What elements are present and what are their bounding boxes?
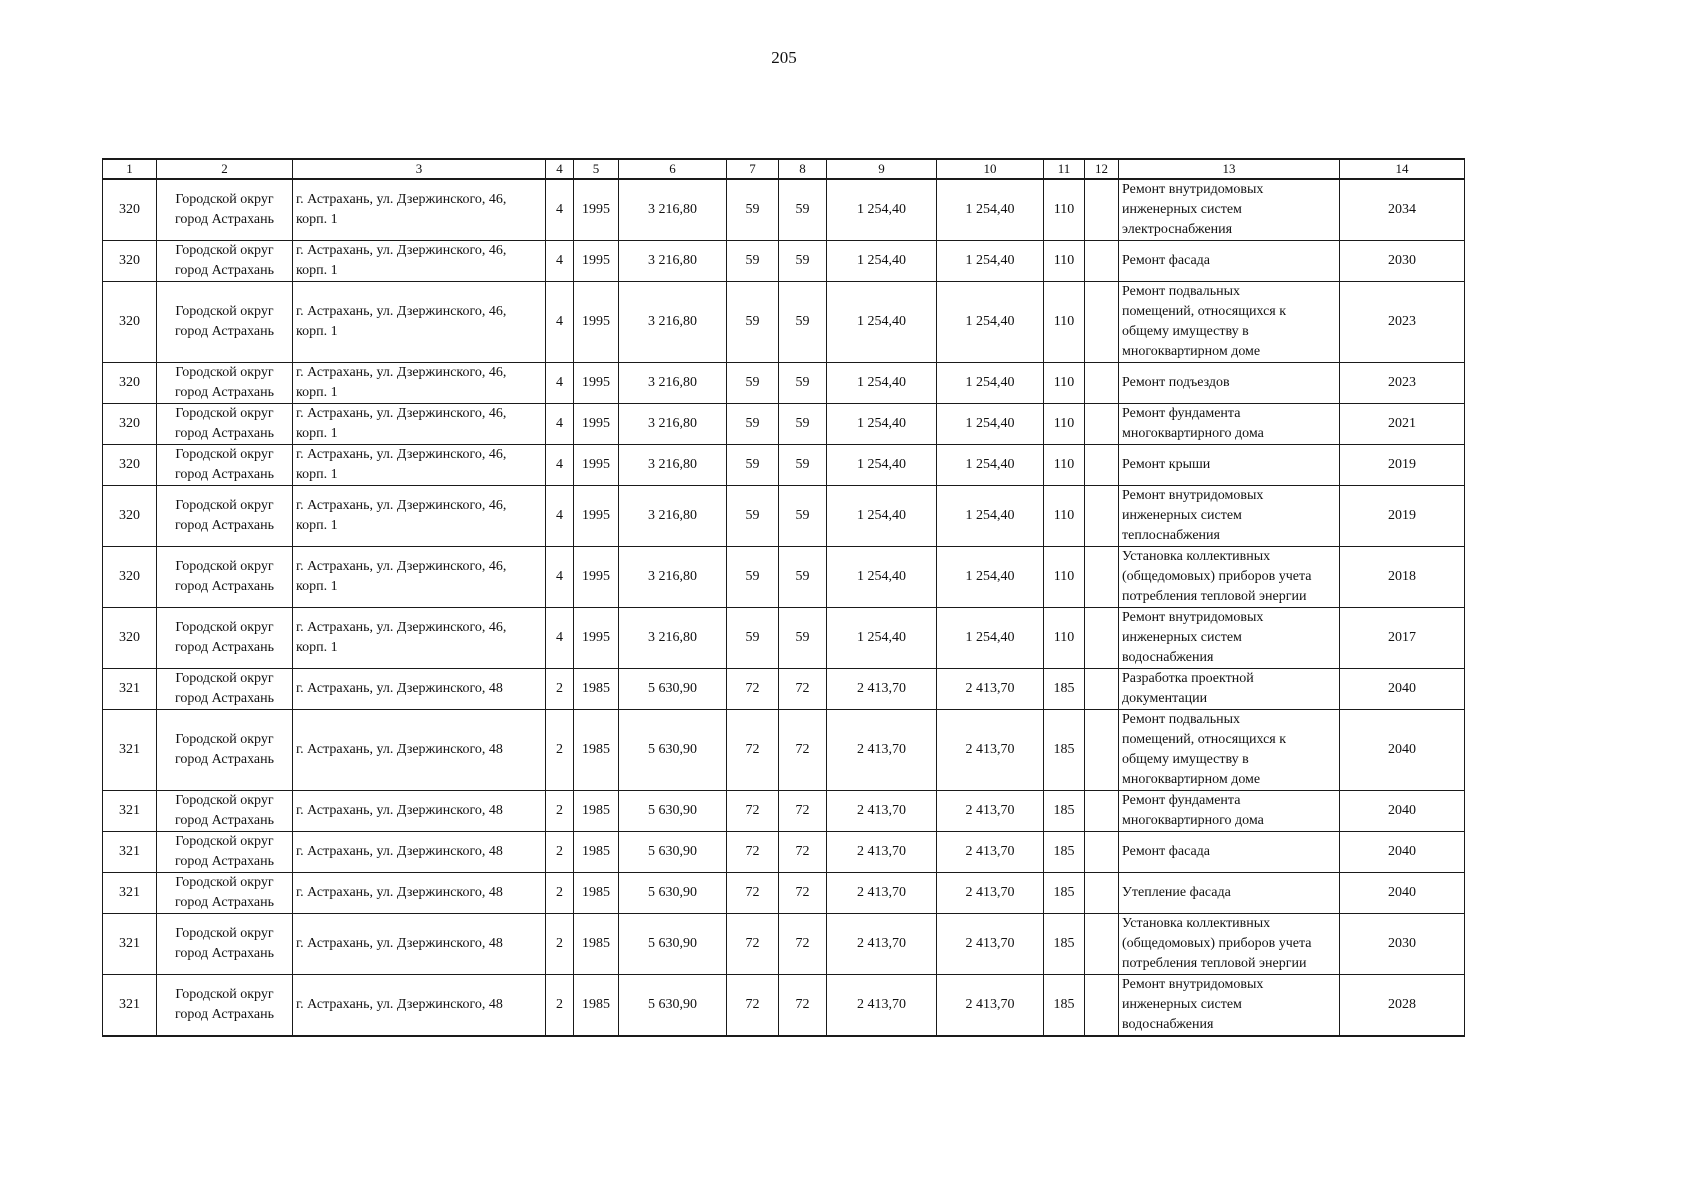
floors-cell: 2: [546, 710, 574, 791]
column-8-cell: 59: [779, 363, 827, 404]
table-row: [103, 914, 1465, 975]
municipality-cell: Городской округ город Астрахань: [157, 547, 293, 608]
column-11-cell: 185: [1044, 669, 1085, 710]
planned-year-cell: 2023: [1340, 282, 1465, 363]
planned-year-cell: 2021: [1340, 404, 1465, 445]
column-8-cell: 59: [779, 608, 827, 669]
planned-year-cell: 2040: [1340, 791, 1465, 832]
planned-year-cell: 2018: [1340, 547, 1465, 608]
work-type-cell: Ремонт фасада: [1119, 241, 1340, 282]
column-number-header: 13: [1119, 159, 1340, 179]
address-cell: г. Астрахань, ул. Дзержинского, 48: [293, 873, 546, 914]
column-11-cell: 110: [1044, 445, 1085, 486]
column-7-cell: 72: [727, 669, 779, 710]
work-type-cell: Утепление фасада: [1119, 873, 1340, 914]
column-12-cell: [1085, 914, 1119, 975]
floors-cell: 4: [546, 404, 574, 445]
floors-cell: 4: [546, 363, 574, 404]
column-10-cell: 2 413,70: [937, 832, 1044, 873]
column-10-cell: 2 413,70: [937, 873, 1044, 914]
column-8-cell: 59: [779, 282, 827, 363]
column-7-cell: 72: [727, 975, 779, 1037]
total-area-cell: 3 216,80: [619, 282, 727, 363]
column-12-cell: [1085, 608, 1119, 669]
table-header: [103, 159, 1465, 179]
total-area-cell: 3 216,80: [619, 547, 727, 608]
column-12-cell: [1085, 241, 1119, 282]
column-11-cell: 110: [1044, 363, 1085, 404]
column-12-cell: [1085, 404, 1119, 445]
column-11-cell: 110: [1044, 547, 1085, 608]
municipality-cell: Городской округ город Астрахань: [157, 832, 293, 873]
floors-cell: 4: [546, 445, 574, 486]
work-type-cell: Ремонт подвальных помещений, относящихся к общему имуществу в многоквартирном доме: [1119, 710, 1340, 791]
work-type-cell: Ремонт фасада: [1119, 832, 1340, 873]
column-9-cell: 2 413,70: [827, 873, 937, 914]
object-number-cell: 321: [103, 873, 157, 914]
floors-cell: 2: [546, 832, 574, 873]
column-10-cell: 1 254,40: [937, 282, 1044, 363]
year-built-cell: 1995: [574, 179, 619, 241]
work-type-cell: Ремонт подвальных помещений, относящихся к общему имуществу в многоквартирном доме: [1119, 282, 1340, 363]
total-area-cell: 3 216,80: [619, 608, 727, 669]
floors-cell: 2: [546, 669, 574, 710]
planned-year-cell: 2034: [1340, 179, 1465, 241]
column-12-cell: [1085, 791, 1119, 832]
work-type-cell: Ремонт фундамента многоквартирного дома: [1119, 404, 1340, 445]
planned-year-cell: 2023: [1340, 363, 1465, 404]
table-row: [103, 282, 1465, 363]
column-number-header: 6: [619, 159, 727, 179]
object-number-cell: 321: [103, 832, 157, 873]
object-number-cell: 320: [103, 445, 157, 486]
column-9-cell: 2 413,70: [827, 710, 937, 791]
table-row: [103, 975, 1465, 1037]
address-cell: г. Астрахань, ул. Дзержинского, 48: [293, 669, 546, 710]
column-9-cell: 1 254,40: [827, 241, 937, 282]
column-7-cell: 59: [727, 179, 779, 241]
column-11-cell: 110: [1044, 241, 1085, 282]
column-number-header: 1: [103, 159, 157, 179]
address-cell: г. Астрахань, ул. Дзержинского, 46, корп. 1: [293, 547, 546, 608]
municipality-cell: Городской округ город Астрахань: [157, 669, 293, 710]
column-12-cell: [1085, 710, 1119, 791]
total-area-cell: 5 630,90: [619, 914, 727, 975]
column-10-cell: 2 413,70: [937, 975, 1044, 1037]
year-built-cell: 1985: [574, 669, 619, 710]
year-built-cell: 1995: [574, 547, 619, 608]
column-number-header: 9: [827, 159, 937, 179]
column-9-cell: 1 254,40: [827, 282, 937, 363]
table-row: [103, 179, 1465, 241]
column-number-header: 12: [1085, 159, 1119, 179]
column-7-cell: 59: [727, 241, 779, 282]
planned-year-cell: 2017: [1340, 608, 1465, 669]
column-11-cell: 185: [1044, 914, 1085, 975]
column-12-cell: [1085, 832, 1119, 873]
total-area-cell: 5 630,90: [619, 791, 727, 832]
address-cell: г. Астрахань, ул. Дзержинского, 46, корп. 1: [293, 445, 546, 486]
table-row: [103, 445, 1465, 486]
column-11-cell: 110: [1044, 282, 1085, 363]
municipality-cell: Городской округ город Астрахань: [157, 975, 293, 1037]
total-area-cell: 5 630,90: [619, 669, 727, 710]
work-type-cell: Ремонт внутридомовых инженерных систем водоснабжения: [1119, 975, 1340, 1037]
column-11-cell: 110: [1044, 608, 1085, 669]
planned-year-cell: 2040: [1340, 710, 1465, 791]
year-built-cell: 1995: [574, 608, 619, 669]
column-10-cell: 2 413,70: [937, 914, 1044, 975]
column-12-cell: [1085, 445, 1119, 486]
object-number-cell: 321: [103, 710, 157, 791]
column-8-cell: 59: [779, 547, 827, 608]
table-body: [103, 179, 1465, 1036]
planned-year-cell: 2019: [1340, 445, 1465, 486]
object-number-cell: 321: [103, 975, 157, 1037]
column-9-cell: 2 413,70: [827, 669, 937, 710]
municipality-cell: Городской округ город Астрахань: [157, 363, 293, 404]
column-10-cell: 1 254,40: [937, 363, 1044, 404]
work-type-cell: Ремонт крыши: [1119, 445, 1340, 486]
object-number-cell: 321: [103, 669, 157, 710]
column-8-cell: 59: [779, 241, 827, 282]
column-number-header: 4: [546, 159, 574, 179]
column-9-cell: 1 254,40: [827, 547, 937, 608]
column-7-cell: 59: [727, 486, 779, 547]
address-cell: г. Астрахань, ул. Дзержинского, 46, корп. 1: [293, 241, 546, 282]
column-number-header: 10: [937, 159, 1044, 179]
column-9-cell: 2 413,70: [827, 975, 937, 1037]
municipality-cell: Городской округ город Астрахань: [157, 710, 293, 791]
column-7-cell: 72: [727, 791, 779, 832]
object-number-cell: 320: [103, 282, 157, 363]
total-area-cell: 3 216,80: [619, 241, 727, 282]
column-8-cell: 72: [779, 975, 827, 1037]
table-row: [103, 547, 1465, 608]
object-number-cell: 320: [103, 241, 157, 282]
address-cell: г. Астрахань, ул. Дзержинского, 48: [293, 710, 546, 791]
table-row: [103, 241, 1465, 282]
year-built-cell: 1985: [574, 873, 619, 914]
table-row: [103, 873, 1465, 914]
municipality-cell: Городской округ город Астрахань: [157, 608, 293, 669]
table-row: [103, 404, 1465, 445]
year-built-cell: 1995: [574, 445, 619, 486]
column-8-cell: 72: [779, 873, 827, 914]
floors-cell: 4: [546, 486, 574, 547]
column-9-cell: 1 254,40: [827, 363, 937, 404]
floors-cell: 2: [546, 791, 574, 832]
planned-year-cell: 2028: [1340, 975, 1465, 1037]
column-number-header: 7: [727, 159, 779, 179]
work-type-cell: Установка коллективных (общедомовых) приборов учета потребления тепловой энергии: [1119, 547, 1340, 608]
planned-year-cell: 2030: [1340, 914, 1465, 975]
column-number-header: 2: [157, 159, 293, 179]
year-built-cell: 1995: [574, 486, 619, 547]
total-area-cell: 3 216,80: [619, 486, 727, 547]
planned-year-cell: 2019: [1340, 486, 1465, 547]
column-9-cell: 2 413,70: [827, 832, 937, 873]
municipality-cell: Городской округ город Астрахань: [157, 486, 293, 547]
column-10-cell: 1 254,40: [937, 241, 1044, 282]
column-11-cell: 185: [1044, 710, 1085, 791]
address-cell: г. Астрахань, ул. Дзержинского, 48: [293, 791, 546, 832]
year-built-cell: 1985: [574, 791, 619, 832]
column-7-cell: 72: [727, 914, 779, 975]
total-area-cell: 3 216,80: [619, 404, 727, 445]
address-cell: г. Астрахань, ул. Дзержинского, 48: [293, 975, 546, 1037]
work-type-cell: Ремонт внутридомовых инженерных систем теплоснабжения: [1119, 486, 1340, 547]
floors-cell: 4: [546, 608, 574, 669]
total-area-cell: 5 630,90: [619, 873, 727, 914]
work-type-cell: Ремонт внутридомовых инженерных систем электроснабжения: [1119, 179, 1340, 241]
object-number-cell: 320: [103, 486, 157, 547]
total-area-cell: 3 216,80: [619, 179, 727, 241]
column-12-cell: [1085, 547, 1119, 608]
page-number: 205: [771, 48, 797, 67]
municipality-cell: Городской округ город Астрахань: [157, 914, 293, 975]
column-8-cell: 72: [779, 832, 827, 873]
column-11-cell: 185: [1044, 791, 1085, 832]
column-number-row: [103, 159, 1465, 179]
address-cell: г. Астрахань, ул. Дзержинского, 46, корп. 1: [293, 282, 546, 363]
column-9-cell: 1 254,40: [827, 486, 937, 547]
floors-cell: 4: [546, 282, 574, 363]
column-8-cell: 59: [779, 179, 827, 241]
column-10-cell: 2 413,70: [937, 710, 1044, 791]
column-12-cell: [1085, 363, 1119, 404]
address-cell: г. Астрахань, ул. Дзержинского, 46, корп. 1: [293, 608, 546, 669]
repair-schedule-table: [102, 158, 1465, 1037]
column-7-cell: 72: [727, 832, 779, 873]
work-type-cell: Ремонт внутридомовых инженерных систем водоснабжения: [1119, 608, 1340, 669]
address-cell: г. Астрахань, ул. Дзержинского, 46, корп. 1: [293, 363, 546, 404]
column-number-header: 3: [293, 159, 546, 179]
column-9-cell: 2 413,70: [827, 791, 937, 832]
municipality-cell: Городской округ город Астрахань: [157, 873, 293, 914]
floors-cell: 4: [546, 179, 574, 241]
column-7-cell: 72: [727, 873, 779, 914]
column-8-cell: 72: [779, 710, 827, 791]
address-cell: г. Астрахань, ул. Дзержинского, 46, корп. 1: [293, 179, 546, 241]
table-row: [103, 486, 1465, 547]
work-type-cell: Ремонт подъездов: [1119, 363, 1340, 404]
address-cell: г. Астрахань, ул. Дзержинского, 48: [293, 832, 546, 873]
column-9-cell: 1 254,40: [827, 445, 937, 486]
column-8-cell: 72: [779, 669, 827, 710]
municipality-cell: Городской округ город Астрахань: [157, 445, 293, 486]
planned-year-cell: 2040: [1340, 669, 1465, 710]
table-row: [103, 832, 1465, 873]
planned-year-cell: 2040: [1340, 873, 1465, 914]
floors-cell: 4: [546, 547, 574, 608]
column-12-cell: [1085, 282, 1119, 363]
municipality-cell: Городской округ город Астрахань: [157, 179, 293, 241]
floors-cell: 2: [546, 914, 574, 975]
year-built-cell: 1995: [574, 241, 619, 282]
municipality-cell: Городской округ город Астрахань: [157, 282, 293, 363]
floors-cell: 2: [546, 975, 574, 1037]
object-number-cell: 320: [103, 608, 157, 669]
column-12-cell: [1085, 179, 1119, 241]
column-11-cell: 185: [1044, 832, 1085, 873]
work-type-cell: Установка коллективных (общедомовых) приборов учета потребления тепловой энергии: [1119, 914, 1340, 975]
column-11-cell: 110: [1044, 486, 1085, 547]
column-11-cell: 185: [1044, 975, 1085, 1037]
column-11-cell: 185: [1044, 873, 1085, 914]
total-area-cell: 3 216,80: [619, 363, 727, 404]
year-built-cell: 1985: [574, 975, 619, 1037]
column-10-cell: 1 254,40: [937, 486, 1044, 547]
column-10-cell: 1 254,40: [937, 547, 1044, 608]
column-number-header: 14: [1340, 159, 1465, 179]
floors-cell: 4: [546, 241, 574, 282]
column-7-cell: 59: [727, 282, 779, 363]
total-area-cell: 3 216,80: [619, 445, 727, 486]
column-9-cell: 1 254,40: [827, 404, 937, 445]
address-cell: г. Астрахань, ул. Дзержинского, 46, корп. 1: [293, 404, 546, 445]
total-area-cell: 5 630,90: [619, 832, 727, 873]
planned-year-cell: 2030: [1340, 241, 1465, 282]
column-number-header: 11: [1044, 159, 1085, 179]
column-8-cell: 72: [779, 791, 827, 832]
year-built-cell: 1995: [574, 363, 619, 404]
column-7-cell: 72: [727, 710, 779, 791]
column-9-cell: 2 413,70: [827, 914, 937, 975]
table-row: [103, 363, 1465, 404]
object-number-cell: 320: [103, 179, 157, 241]
planned-year-cell: 2040: [1340, 832, 1465, 873]
total-area-cell: 5 630,90: [619, 710, 727, 791]
column-9-cell: 1 254,40: [827, 179, 937, 241]
municipality-cell: Городской округ город Астрахань: [157, 404, 293, 445]
year-built-cell: 1985: [574, 914, 619, 975]
object-number-cell: 321: [103, 914, 157, 975]
column-8-cell: 72: [779, 914, 827, 975]
column-number-header: 8: [779, 159, 827, 179]
address-cell: г. Астрахань, ул. Дзержинского, 46, корп. 1: [293, 486, 546, 547]
year-built-cell: 1985: [574, 832, 619, 873]
year-built-cell: 1995: [574, 282, 619, 363]
column-10-cell: 2 413,70: [937, 791, 1044, 832]
object-number-cell: 320: [103, 404, 157, 445]
table-row: [103, 710, 1465, 791]
table-row: [103, 669, 1465, 710]
column-10-cell: 2 413,70: [937, 669, 1044, 710]
column-12-cell: [1085, 669, 1119, 710]
municipality-cell: Городской округ город Астрахань: [157, 791, 293, 832]
work-type-cell: Ремонт фундамента многоквартирного дома: [1119, 791, 1340, 832]
column-9-cell: 1 254,40: [827, 608, 937, 669]
year-built-cell: 1995: [574, 404, 619, 445]
column-12-cell: [1085, 486, 1119, 547]
column-10-cell: 1 254,40: [937, 608, 1044, 669]
column-10-cell: 1 254,40: [937, 445, 1044, 486]
column-7-cell: 59: [727, 445, 779, 486]
object-number-cell: 320: [103, 547, 157, 608]
column-8-cell: 59: [779, 404, 827, 445]
column-7-cell: 59: [727, 363, 779, 404]
object-number-cell: 321: [103, 791, 157, 832]
column-10-cell: 1 254,40: [937, 179, 1044, 241]
column-8-cell: 59: [779, 445, 827, 486]
column-7-cell: 59: [727, 404, 779, 445]
column-8-cell: 59: [779, 486, 827, 547]
municipality-cell: Городской округ город Астрахань: [157, 241, 293, 282]
work-type-cell: Разработка проектной документации: [1119, 669, 1340, 710]
column-12-cell: [1085, 873, 1119, 914]
column-11-cell: 110: [1044, 404, 1085, 445]
column-number-header: 5: [574, 159, 619, 179]
total-area-cell: 5 630,90: [619, 975, 727, 1037]
table-row: [103, 608, 1465, 669]
table-row: [103, 791, 1465, 832]
column-10-cell: 1 254,40: [937, 404, 1044, 445]
column-7-cell: 59: [727, 547, 779, 608]
column-11-cell: 110: [1044, 179, 1085, 241]
year-built-cell: 1985: [574, 710, 619, 791]
column-7-cell: 59: [727, 608, 779, 669]
floors-cell: 2: [546, 873, 574, 914]
address-cell: г. Астрахань, ул. Дзержинского, 48: [293, 914, 546, 975]
object-number-cell: 320: [103, 363, 157, 404]
column-12-cell: [1085, 975, 1119, 1037]
